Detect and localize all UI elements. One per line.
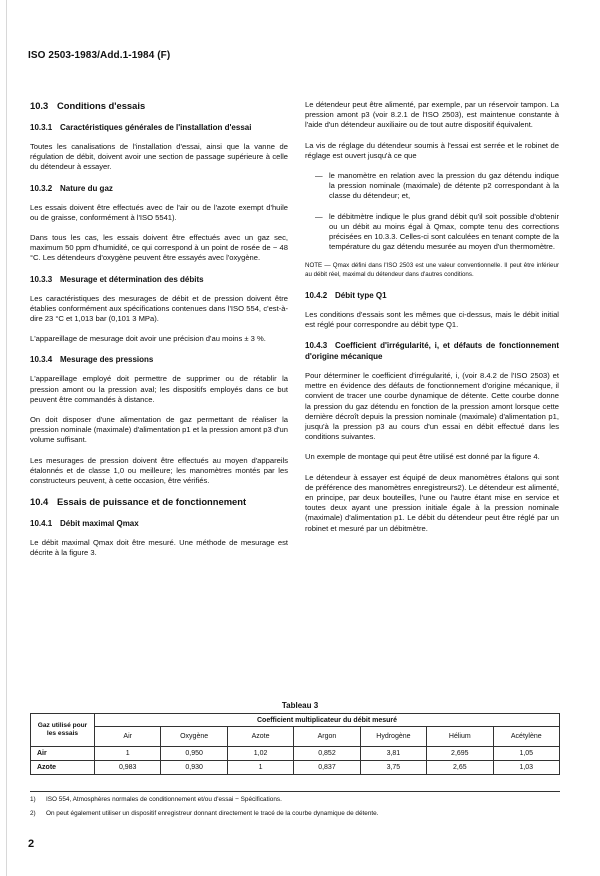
table-row-label: Azote <box>31 761 95 775</box>
paragraph: Le détendeur peut être alimenté, par exemple, par un réservoir tampon. La pression amont p3 (voir 8.2.1 de l'ISO 2503), est maintenue constante à l'aide d'un détendeur auxiliaire ou de tout autre dispositif équivalent. <box>305 100 559 130</box>
footnote-mark: 2) <box>30 810 36 817</box>
table-row <box>31 761 560 775</box>
table-column-header: Argon <box>294 727 360 747</box>
section-title: Mesurage et détermination des débits <box>60 274 204 284</box>
section-number: 10.3.4 <box>30 355 53 365</box>
dash-marker: — <box>315 211 323 221</box>
section-title: Mesurage des pressions <box>60 355 154 365</box>
section-number: 10.3 <box>30 100 49 111</box>
table-cell: 0,837 <box>294 761 360 775</box>
table-cell: 0,950 <box>161 747 227 761</box>
footnote-rule <box>30 791 560 792</box>
table-cell: 1,05 <box>493 747 559 761</box>
section-10-3-heading <box>30 100 288 112</box>
section-title: Conditions d'essais <box>57 100 146 111</box>
table-cell: 3,75 <box>360 761 426 775</box>
footnote-text: ISO 554, Atmosphères normales de conditionnement et/ou d'essai − Spécifications. <box>46 796 282 803</box>
footnote <box>30 809 560 818</box>
table-column-header: Oxygène <box>161 727 227 747</box>
section-10-3-1-heading <box>30 122 288 133</box>
section-number: 10.4.2 <box>305 290 328 300</box>
section-number: 10.4.3 <box>305 341 328 351</box>
paragraph: Pour déterminer le coefficient d'irrégularité, i, (voir 8.4.2 de l'ISO 2503) et mettre en évidence des défauts de fonctionnement d'origine mécanique, il convient de tracer une courbe dynamique de détente. Cette courbe donne la pression du gaz détendu en fonction de la pression amont lorsque cette dernière décroît depuis la pression nominale (maximale) d'alimentation p1, jusqu'à la pression p3 au cours d'un essai en débit effectué dans les conditions suivantes. <box>305 371 559 442</box>
section-10-4-1-heading <box>30 518 288 529</box>
paragraph: Les essais doivent être effectués avec de l'air ou de l'azote exempt d'huile ou de graisse, conformément à l'ISO 5541). <box>30 202 288 222</box>
table-cell: 0,983 <box>95 761 161 775</box>
coefficient-table <box>30 713 560 775</box>
section-10-4-heading <box>30 496 288 508</box>
page-number: 2 <box>28 838 35 850</box>
table-group-header: Coefficient multiplicateur du débit mesuré <box>95 714 560 727</box>
section-title: Essais de puissance et de fonctionnement <box>57 496 247 508</box>
section-number: 10.3.1 <box>30 123 53 132</box>
section-title: Débit type Q1 <box>335 290 387 300</box>
dash-item-text: le manomètre en relation avec la pression du gaz détendu indique la pression nominale (maximale) de détente p2 correspondant à la classe du détendeur; et, <box>329 171 559 201</box>
page-edge <box>6 0 7 876</box>
paragraph: L'appareillage employé doit permettre de supprimer ou de rétablir la pression amont ou la pression aval; les dispositifs employés dans ce but peuvent être commandés à distance. <box>30 374 288 404</box>
footnotes <box>30 795 560 823</box>
paragraph: On doit disposer d'une alimentation de gaz permettant de réaliser la pression nominale (maximale) d'alimentation p1 et la pression amont p3 d'un volume suffisant. <box>30 415 288 445</box>
dash-marker: — <box>315 171 323 181</box>
table-cell: 0,930 <box>161 761 227 775</box>
section-number: 10.3.3 <box>30 274 53 284</box>
paragraph: Le détendeur à essayer est équipé de deux manomètres étalons qui sont de préférence des manomètres enregistreurs2). Le détendeur est alimenté, en principe, par deux bouteilles, l'une ou l'autre étant mise en service et toutes deux ayant une pression initiale égale à la pression nominale (maximale) d'alimentation p1. Le débit du détendeur peut être réglé par un robinet et mesuré par un débitmètre. <box>305 472 559 533</box>
running-header: ISO 2503-1983/Add.1-1984 (F) <box>28 50 171 61</box>
table-cell: 1 <box>95 747 161 761</box>
table-column-header: Air <box>95 727 161 747</box>
table-corner-header: Gaz utilisé pour les essais <box>31 714 95 747</box>
paragraph: La vis de réglage du détendeur soumis à l'essai est serrée et le robinet de réglage est ouvert jusqu'à ce que <box>305 140 559 160</box>
table-column-header: Hydrogène <box>360 727 426 747</box>
footnote <box>30 795 560 804</box>
table-cell: 1,02 <box>227 747 293 761</box>
table-cell: 2,695 <box>427 747 493 761</box>
table-row <box>31 747 560 761</box>
table-column-header: Acétylène <box>493 727 559 747</box>
table-cell: 2,65 <box>427 761 493 775</box>
section-number: 10.3.2 <box>30 183 53 193</box>
table-title: Tableau 3 <box>281 701 319 710</box>
table-cell: 1 <box>227 761 293 775</box>
section-title: Nature du gaz <box>60 183 113 193</box>
table-column-header: Hélium <box>427 727 493 747</box>
note: NOTE — Qmax défini dans l'ISO 2503 est une valeur conventionnelle. Il peut être inférieur au débit réel, maximal du détendeur dans d'autres conditions. <box>305 262 559 279</box>
paragraph: L'appareillage de mesurage doit avoir une précision d'au moins ± 3 %. <box>30 334 266 344</box>
table-row-label: Air <box>31 747 95 761</box>
table-cell: 1,03 <box>493 761 559 775</box>
footnote-mark: 1) <box>30 796 36 803</box>
footnote-text: On peut également utiliser un dispositif enregistreur donnant directement le tracé de la courbe dynamique de détente. <box>46 810 379 817</box>
section-10-4-2-heading <box>305 290 559 301</box>
table-cell: 3,81 <box>360 747 426 761</box>
section-10-3-4-heading <box>30 354 288 365</box>
dash-list-item <box>305 171 559 202</box>
section-number: 10.4 <box>30 496 49 508</box>
paragraph: Dans tous les cas, les essais doivent être effectués avec un gaz sec, maximum 50 ppm d'humidité, ce qui correspond à un point de rosée de − 48 °C. Les détendeurs d'oxygène peuvent être essayés avec l'oxygène. <box>30 233 288 263</box>
table-column-header: Azote <box>227 727 293 747</box>
section-title: Caractéristiques générales de l'installation d'essai <box>60 123 252 132</box>
dash-item-text: le débitmètre indique le plus grand débit qu'il soit possible d'obtenir ou un débit au moins égal à Qmax, compte tenu des corrections précisées en 10.3.3. Celles-ci sont calculées en tenant compte de la température du gaz détendu mesurée au moyen d'un thermomètre. <box>329 211 559 252</box>
paragraph: Toutes les canalisations de l'installation d'essai, ainsi que la vanne de régulation de débit, doivent avoir une section de passage supérieure à celle du détendeur à essayer. <box>30 142 288 172</box>
left-column <box>30 100 288 569</box>
paragraph: Un exemple de montage qui peut être utilisé est donné par la figure 4. <box>305 452 540 462</box>
dash-list-item <box>305 212 559 253</box>
section-title: Coefficient d'irrégularité, i, et défauts de fonctionnement d'origine mécanique <box>305 341 559 362</box>
section-10-3-3-heading <box>30 274 288 285</box>
paragraph: Les caractéristiques des mesurages de débit et de pression doivent être établies conformément aux spécifications contenues dans l'ISO 554, c'est-à-dire 23 °C et 1,013 bar (0,101 3 MPa). <box>30 293 288 324</box>
paragraph: Le débit maximal Qmax doit être mesuré. Une méthode de mesurage est décrite à la figure 3. <box>30 538 288 558</box>
paragraph: Les mesurages de pression doivent être effectués au moyen d'appareils étalonnés et de classe 1,0 ou meilleure; les manomètres montés par les constructeurs peuvent, à cette occasion, être vérifiés. <box>30 455 288 486</box>
section-10-4-3-heading <box>305 340 559 362</box>
section-10-3-2-heading <box>30 183 288 194</box>
right-column <box>305 100 559 544</box>
table-cell: 0,852 <box>294 747 360 761</box>
paragraph: Les conditions d'essais sont les mêmes que ci-dessus, mais le débit initial est réglé pour correspondre au débit type Q1. <box>305 309 559 329</box>
section-number: 10.4.1 <box>30 519 53 529</box>
section-title: Débit maximal Qmax <box>60 519 139 529</box>
